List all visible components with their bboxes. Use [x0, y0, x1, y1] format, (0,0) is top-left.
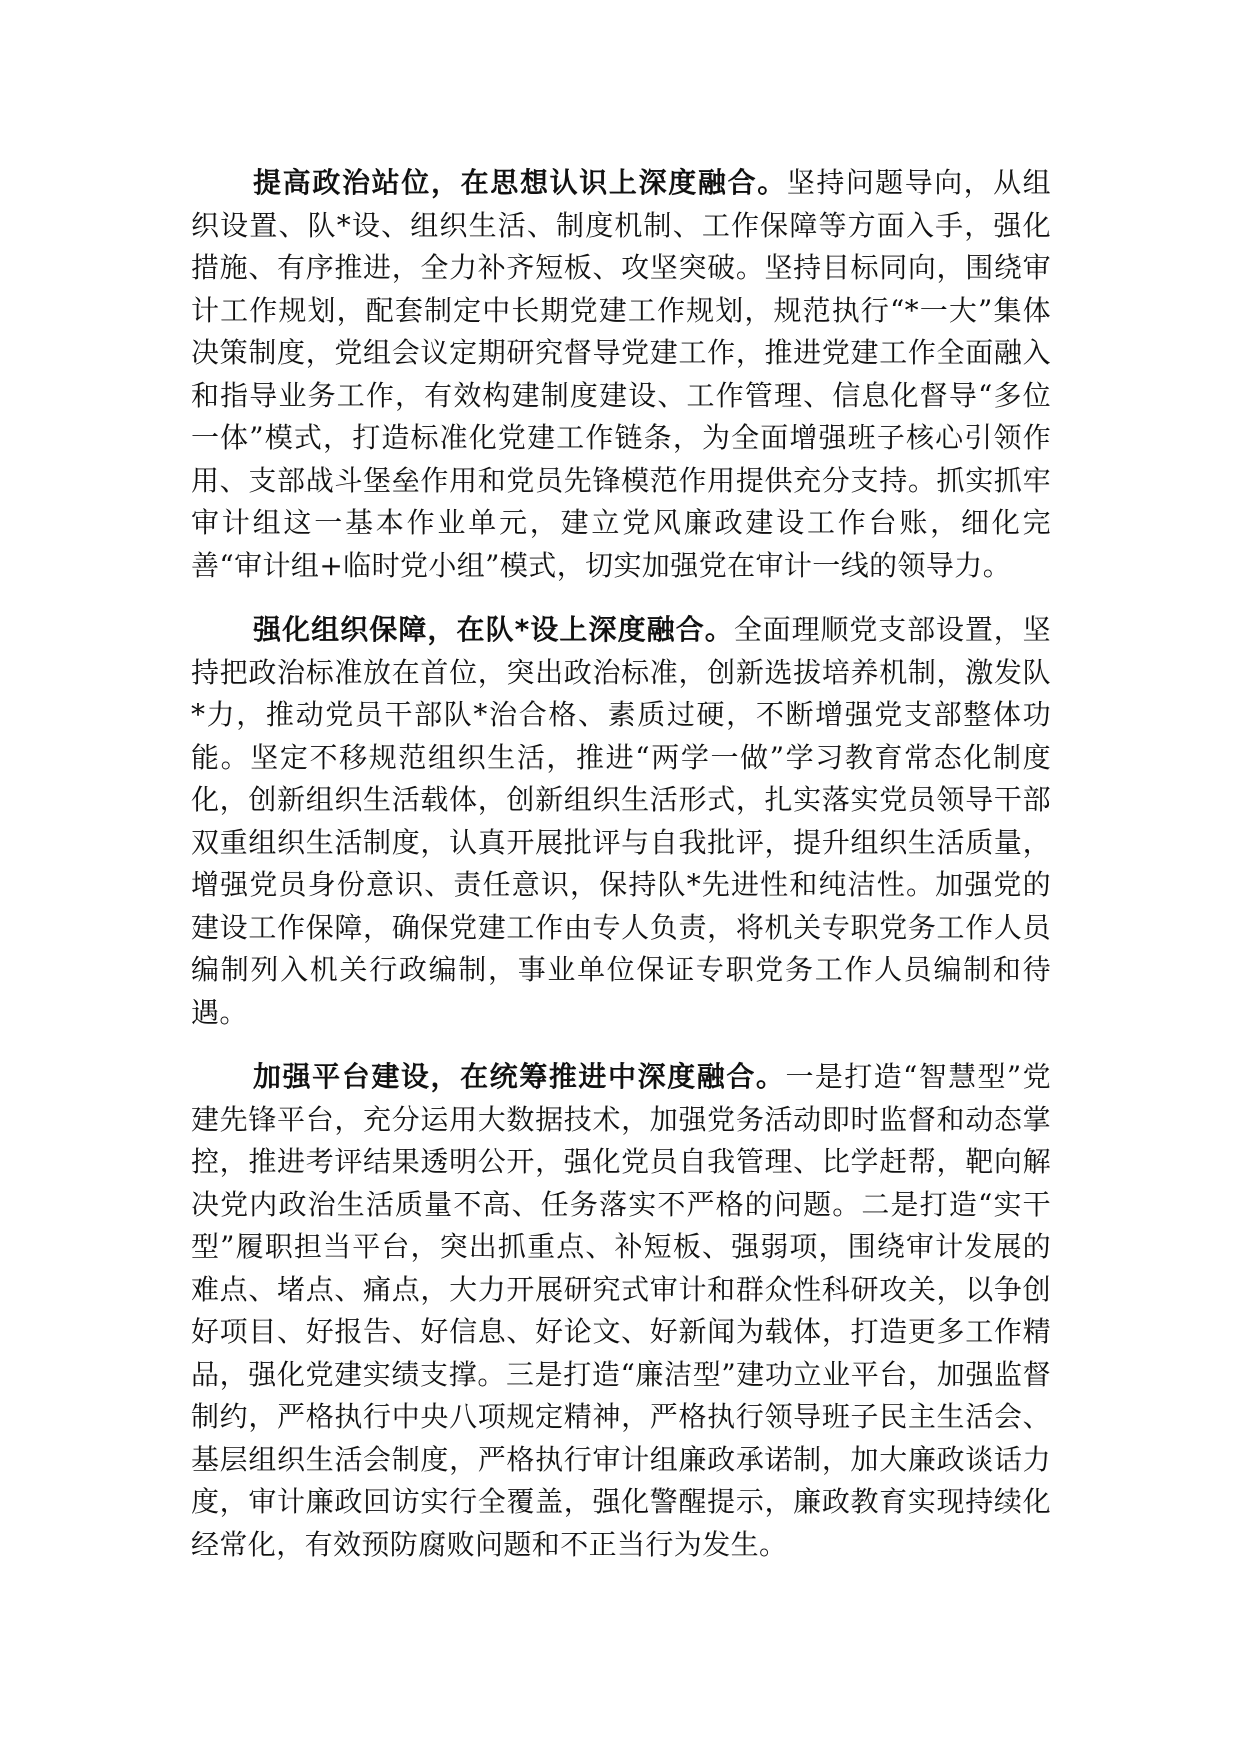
- paragraph-heading: 加强平台建设，在统筹推进中深度融合。: [253, 1060, 786, 1093]
- paragraph-text: 一是打造“智慧型”党建先锋平台，充分运用大数据技术，加强党务活动即时监督和动态掌控，推进考评结果透明公开，强化党员自我管理、比学赶帮，靶向解决党内政治生活质量不高、任务落实不严格的问题。二是打造“实干型”履职担当平台，突出抓重点、补短板、强弱项，围绕审计发展的难点、堵点、痛点，大力开展研究式审计和群众性科研攻关，以争创好项目、好报告、好信息、好论文、好新闻为载体，打造更多工作精品，强化党建实绩支撑。三是打造“廉洁型”建功立业平台，加强监督制约，严格执行中央八项规定精神，严格执行领导班子民主生活会、基层组织生活会制度，严格执行审计组廉政承诺制，加大廉政谈话力度，审计廉政回访实行全覆盖，强化警醒提示，廉政教育实现持续化经常化，有效预防腐败问题和不正当行为发生。: [191, 1060, 1051, 1561]
- document-body: [191, 162, 1051, 1588]
- paragraph-platform-building: [191, 1056, 1051, 1566]
- paragraph-heading: 提高政治站位，在思想认识上深度融合。: [253, 166, 787, 199]
- paragraph-organizational-guarantee: [191, 609, 1051, 1034]
- paragraph-political-stance: [191, 162, 1051, 587]
- paragraph-text: 坚持问题导向，从组织设置、队*设、组织生活、制度机制、工作保障等方面入手，强化措施、有序推进，全力补齐短板、攻坚突破。坚持目标同向，围绕审计工作规划，配套制定中长期党建工作规划，规范执行“*一大”集体决策制度，党组会议定期研究督导党建工作，推进党建工作全面融入和指导业务工作，有效构建制度建设、工作管理、信息化督导“多位一体”模式，打造标准化党建工作链条，为全面增强班子核心引领作用、支部战斗堡垒作用和党员先锋模范作用提供充分支持。抓实抓牢审计组这一基本作业单元，建立党风廉政建设工作台账，细化完善“审计组+临时党小组”模式，切实加强党在审计一线的领导力。: [191, 166, 1051, 582]
- paragraph-text: 全面理顺党支部设置，坚持把政治标准放在首位，突出政治标准，创新选拔培养机制，激发队*力，推动党员干部队*治合格、素质过硬，不断增强党支部整体功能。坚定不移规范组织生活，推进“两学一做”学习教育常态化制度化，创新组织生活载体，创新组织生活形式，扎实落实党员领导干部双重组织生活制度，认真开展批评与自我批评，提升组织生活质量，增强党员身份意识、责任意识，保持队*先进性和纯洁性。加强党的建设工作保障，确保党建工作由专人负责，将机关专职党务工作人员编制列入机关行政编制，事业单位保证专职党务工作人员编制和待遇。: [191, 613, 1051, 1029]
- paragraph-heading: 强化组织保障，在队*设上深度融合。: [253, 613, 734, 646]
